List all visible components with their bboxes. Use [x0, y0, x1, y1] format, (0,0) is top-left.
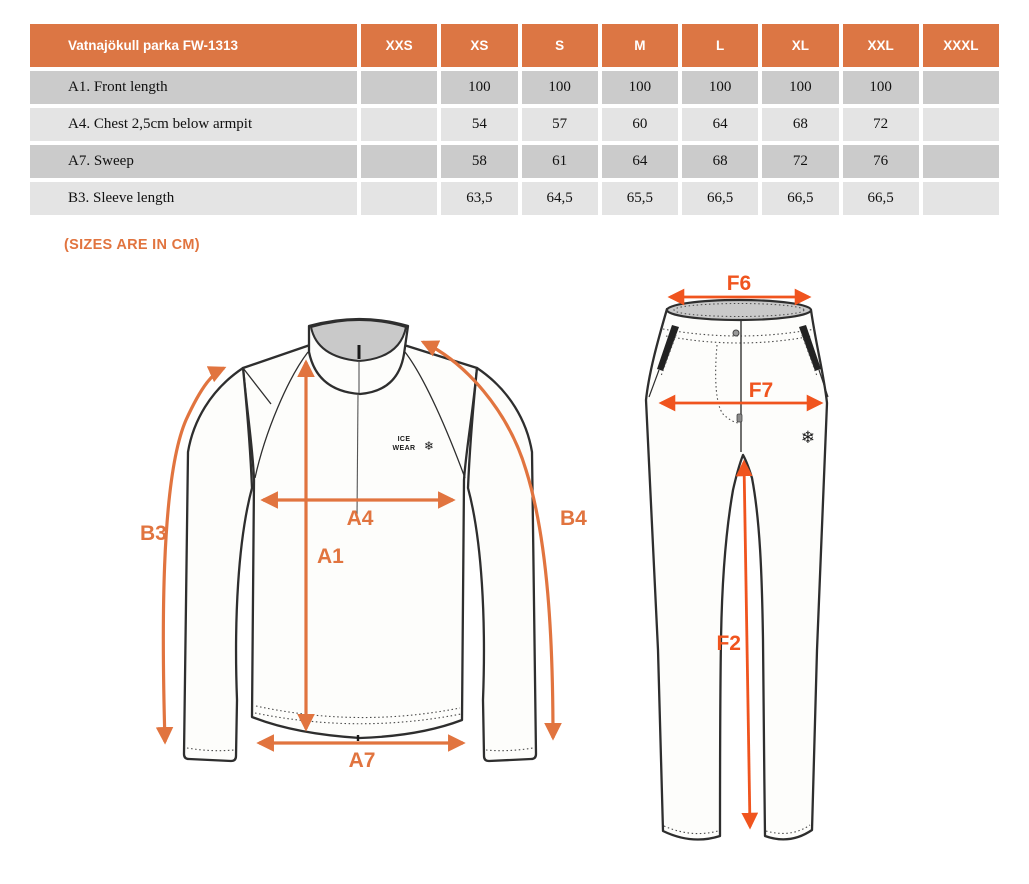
- size-header-l: L: [682, 24, 758, 67]
- sizes-unit-note: (SIZES ARE IN CM): [64, 237, 200, 253]
- value-cell: 57: [522, 108, 598, 141]
- pants-body: [646, 303, 827, 840]
- logo-line1: ICE: [397, 436, 411, 443]
- b4-label: B4: [560, 507, 587, 530]
- value-cell: 64: [682, 108, 758, 141]
- value-cell: 100: [843, 71, 919, 104]
- value-cell: 100: [522, 71, 598, 104]
- value-cell: 72: [843, 108, 919, 141]
- b3-label: B3: [140, 522, 167, 545]
- value-cell: 100: [441, 71, 517, 104]
- size-header-m: M: [602, 24, 678, 67]
- size-header-xxs: XXS: [361, 24, 437, 67]
- pants-diagram: [646, 272, 828, 840]
- jacket-left-sleeve: [184, 368, 252, 761]
- row-label-chest: A4. Chest 2,5cm below armpit: [30, 108, 357, 141]
- jacket-diagram: [140, 319, 587, 772]
- size-header-xxl: XXL: [843, 24, 919, 67]
- row-label-sleeve-length: B3. Sleeve length: [30, 182, 357, 215]
- value-cell: 66,5: [682, 182, 758, 215]
- f6-label: F6: [726, 272, 752, 295]
- a1-label: A1: [317, 545, 344, 568]
- value-cell: 63,5: [441, 182, 517, 215]
- row-label-sweep: A7. Sweep: [30, 145, 357, 178]
- f2-arrow: [744, 462, 750, 827]
- value-cell: 54: [441, 108, 517, 141]
- zipper-pull: [737, 414, 742, 422]
- value-cell: 76: [843, 145, 919, 178]
- waist-button: [733, 330, 739, 336]
- value-cell: 61: [522, 145, 598, 178]
- row-label-front-length: A1. Front length: [30, 71, 357, 104]
- size-header-xs: XS: [441, 24, 517, 67]
- product-title-cell: Vatnajökull parka FW-1313: [30, 24, 357, 67]
- jacket-right-sleeve: [468, 368, 536, 761]
- value-cell: 58: [441, 145, 517, 178]
- value-cell: 64,5: [522, 182, 598, 215]
- value-cell: 100: [682, 71, 758, 104]
- value-cell: 66,5: [843, 182, 919, 215]
- jacket-torso: [243, 345, 477, 738]
- logo-snowflake-icon: ❄: [424, 439, 435, 453]
- value-cell: 65,5: [602, 182, 678, 215]
- size-header-xxxl: XXXL: [923, 24, 999, 67]
- size-header-s: S: [522, 24, 598, 67]
- value-cell: 100: [602, 71, 678, 104]
- value-cell: 68: [682, 145, 758, 178]
- f7-label: F7: [748, 379, 774, 402]
- value-cell: 68: [762, 108, 838, 141]
- pants-snowflake-icon: ❄: [800, 428, 816, 448]
- waist-opening: [667, 300, 811, 320]
- value-cell: 100: [762, 71, 838, 104]
- value-cell: 72: [762, 145, 838, 178]
- value-cell: 60: [602, 108, 678, 141]
- f2-label: F2: [716, 632, 741, 655]
- value-cell: 64: [602, 145, 678, 178]
- logo-line2: WEAR: [392, 445, 416, 452]
- a7-label: A7: [348, 749, 376, 772]
- size-header-xl: XL: [762, 24, 838, 67]
- value-cell: 66,5: [762, 182, 838, 215]
- a4-label: A4: [346, 507, 374, 530]
